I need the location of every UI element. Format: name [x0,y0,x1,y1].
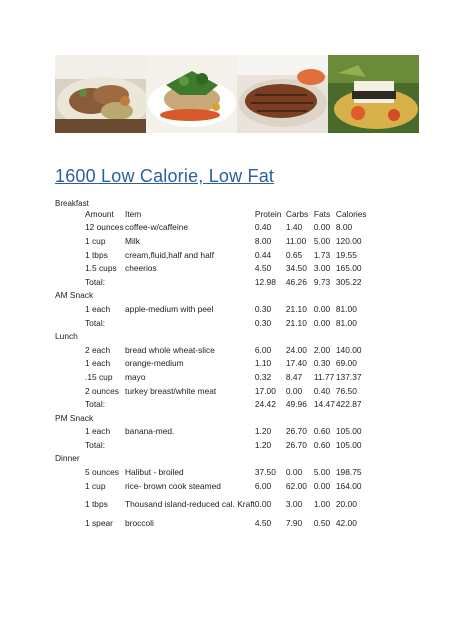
total-calories-cell: 105.00 [335,439,362,450]
total-fats-cell: 9.73 [313,276,331,287]
carbs-cell: 0.00 [285,385,303,396]
amount-cell: 5 ounces [85,467,119,478]
protein-cell: 6.00 [254,480,272,491]
amount-cell: 2 each [85,344,111,355]
food-photo-banner [55,55,419,133]
fats-cell: 0.60 [313,426,331,437]
calories-cell: 81.00 [335,303,357,314]
calories-cell: 164.00 [335,480,362,491]
carbs-cell: 21.10 [285,303,307,314]
amount-cell: .15 cup [85,371,113,382]
protein-cell: 8.00 [254,235,272,246]
amount-cell: 1 tbps [85,249,108,260]
amount-cell: 1 each [85,426,111,437]
protein-cell: 0.44 [254,249,272,260]
food-item-row [55,248,376,262]
item-cell: rice- brown cook steamed [125,480,221,491]
header-calories: Calories [335,208,367,219]
section-heading-row [55,411,376,425]
protein-cell: 1.20 [254,426,272,437]
protein-cell: 0.00 [254,499,272,510]
item-cell: Halibut - broiled [125,467,184,478]
grilled-chicken-plate-photo [55,55,146,133]
amount-cell: 1 cup [85,235,106,246]
carbs-cell: 11.00 [285,235,307,246]
calories-cell: 19.55 [335,249,357,260]
section-heading: PM Snack [55,412,94,423]
protein-cell: 0.30 [254,303,272,314]
amount-cell: 1 tbps [85,499,108,510]
section-breakfast: Breakfast [55,199,89,208]
amount-cell: 1.5 cups [85,263,117,274]
calories-cell: 76.50 [335,385,357,396]
item-cell: Milk [125,235,140,246]
item-cell: cream,fluid,half and half [125,249,214,260]
table-header-row [55,207,376,221]
fats-cell: 0.40 [313,385,331,396]
calories-cell: 69.00 [335,358,357,369]
total-protein-cell: 24.42 [254,399,276,410]
total-fats-cell: 14.47 [313,399,335,410]
amount-cell: 1 cup [85,480,106,491]
fats-cell: 2.00 [313,344,331,355]
total-calories-cell: 305.22 [335,276,362,287]
food-item-row [55,370,376,384]
food-item-row [55,516,376,530]
herb-salad-plate-photo [146,55,237,133]
total-row [55,316,376,330]
amount-cell: 1 each [85,303,111,314]
calories-cell: 105.00 [335,426,362,437]
food-item-row [55,357,376,371]
carbs-cell: 0.65 [285,249,303,260]
header-protein: Protein [254,208,282,219]
amount-cell: 1 each [85,358,111,369]
amount-cell: 2 ounces [85,385,119,396]
food-item-row [55,221,376,235]
fish-vegetable-stack-photo [328,55,419,133]
food-item-row [55,425,376,439]
page-title: 1600 Low Calorie, Low Fat [55,166,275,186]
item-cell: Thousand island-reduced cal. Kraft [125,499,255,510]
protein-cell: 0.32 [254,371,272,382]
fats-cell: 5.00 [313,467,331,478]
item-cell: turkey breast/white meat [125,385,217,396]
fats-cell: 5.00 [313,235,331,246]
carbs-cell: 24.00 [285,344,307,355]
protein-cell: 4.50 [254,518,272,529]
carbs-cell: 0.00 [285,467,303,478]
food-item-row [55,384,376,398]
carbs-cell: 62.00 [285,480,307,491]
total-label: Total: [85,399,106,410]
total-fats-cell: 0.00 [313,317,331,328]
total-fats-cell: 0.60 [313,439,331,450]
total-protein-cell: 1.20 [254,439,272,450]
protein-cell: 4.50 [254,263,272,274]
total-protein-cell: 0.30 [254,317,272,328]
calories-cell: 140.00 [335,344,362,355]
total-row [55,275,376,289]
item-cell: broccoli [125,518,154,529]
carbs-cell: 7.90 [285,518,303,529]
carbs-cell: 26.70 [285,426,307,437]
carbs-cell: 8.47 [285,371,303,382]
total-row [55,438,376,452]
fats-cell: 11.77 [313,371,335,382]
grilled-steak-photo [237,55,328,133]
calories-cell: 165.00 [335,263,362,274]
section-heading: AM Snack [55,290,94,301]
item-cell: orange-medium [125,358,184,369]
calories-cell: 20.00 [335,499,357,510]
total-carbs-cell: 46.26 [285,276,307,287]
section-heading: Lunch [55,331,78,342]
total-row [55,397,376,411]
total-carbs-cell: 49.96 [285,399,307,410]
carbs-cell: 34.50 [285,263,307,274]
protein-cell: 1.10 [254,358,272,369]
meal-plan-table [55,207,376,530]
total-carbs-cell: 21.10 [285,317,307,328]
food-item-row [55,492,376,516]
food-item-row [55,234,376,248]
total-label: Total: [85,276,106,287]
item-cell: mayo [125,371,146,382]
food-item-row [55,302,376,316]
header-item: Item [125,208,142,219]
fats-cell: 0.50 [313,518,331,529]
protein-cell: 0.40 [254,222,272,233]
protein-cell: 37.50 [254,467,276,478]
total-calories-cell: 81.00 [335,317,357,328]
header-fats: Fats [313,208,331,219]
food-item-row [55,479,376,493]
carbs-cell: 1.40 [285,222,303,233]
total-calories-cell: 422.87 [335,399,362,410]
total-label: Total: [85,439,106,450]
fats-cell: 1.00 [313,499,331,510]
header-amount: Amount [85,208,114,219]
calories-cell: 137.37 [335,371,362,382]
protein-cell: 6.00 [254,344,272,355]
carbs-cell: 17.40 [285,358,307,369]
total-label: Total: [85,317,106,328]
carbs-cell: 3.00 [285,499,303,510]
fats-cell: 3.00 [313,263,331,274]
header-carbs: Carbs [285,208,309,219]
item-cell: cheerios [125,263,157,274]
section-heading: Dinner [55,453,80,464]
item-cell: banana-med. [125,426,175,437]
calories-cell: 120.00 [335,235,362,246]
item-cell: apple-medium with peel [125,303,214,314]
calories-cell: 8.00 [335,222,353,233]
fats-cell: 0.30 [313,358,331,369]
total-protein-cell: 12.98 [254,276,276,287]
food-item-row [55,343,376,357]
calories-cell: 42.00 [335,518,357,529]
protein-cell: 17.00 [254,385,276,396]
section-heading-row [55,452,376,466]
amount-cell: 1 spear [85,518,113,529]
fats-cell: 0.00 [313,303,331,314]
fats-cell: 0.00 [313,480,331,491]
section-heading-row [55,329,376,343]
fats-cell: 0.00 [313,222,331,233]
total-carbs-cell: 26.70 [285,439,307,450]
food-item-row [55,261,376,275]
amount-cell: 12 ounces [85,222,124,233]
fats-cell: 1.73 [313,249,331,260]
item-cell: bread whole wheat-slice [125,344,215,355]
calories-cell: 198.75 [335,467,362,478]
food-item-row [55,465,376,479]
item-cell: coffee-w/caffeine [125,222,189,233]
section-heading-row [55,289,376,303]
